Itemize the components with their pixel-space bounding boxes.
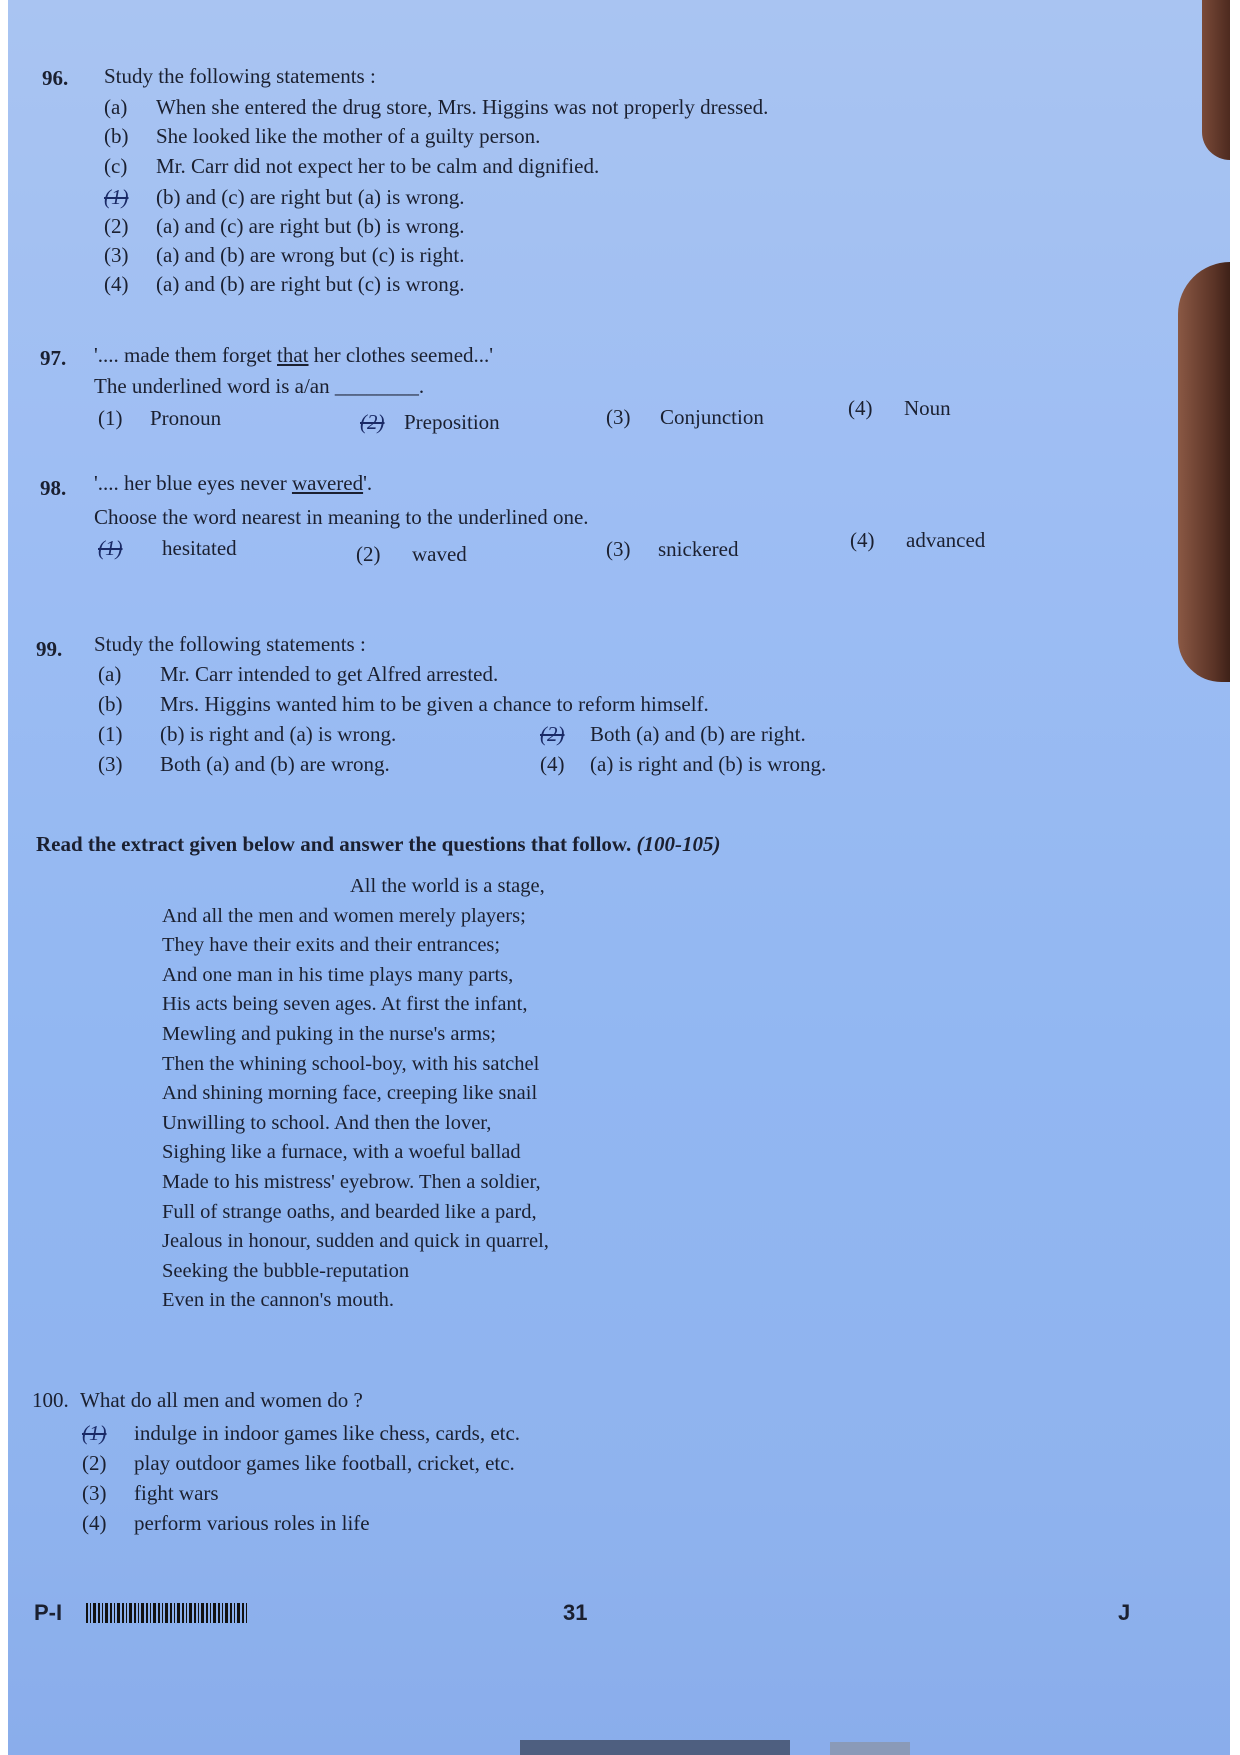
option-4[interactable]: (4) Noun [848,396,951,420]
poem-line: Even in the cannon's mouth. [162,1289,394,1312]
statement-c: (c) Mr. Carr did not expect her to be calm and dignified. [104,154,600,178]
poem-line: His acts being seven ages. At first the infant, [162,993,528,1016]
question-stem: Study the following statements : [94,632,366,656]
underlined-word: that [277,343,309,367]
finger-middle [1178,262,1230,682]
poem-line: Seeking the bubble-reputation [162,1259,410,1282]
page-edge-left [0,0,8,1755]
bottom-object-2 [830,1742,910,1755]
option-1[interactable]: (1) (b) and (c) are right but (a) is wrong. [104,185,465,209]
page-edge-right [1230,0,1240,1755]
poem-extract [162,872,549,1316]
poem-line: Made to his mistress' eyebrow. Then a soldier, [162,1170,541,1193]
option-3[interactable]: (3) Conjunction [606,405,764,429]
tick-mark-icon: (1) [104,185,129,209]
bottom-object [520,1740,790,1755]
statement-a: (a) Mr. Carr intended to get Alfred arrested. [98,662,499,686]
tick-mark-icon: (2) [360,410,385,434]
poem-line: They have their exits and their entrances; [162,934,501,957]
option-4[interactable]: (4) advanced [850,528,986,552]
option-4[interactable]: (4) perform various roles in life [82,1511,370,1535]
option-4[interactable]: (4) (a) is right and (b) is wrong. [540,752,827,776]
question-number: 96. [42,66,69,90]
statement-b: (b) Mrs. Higgins wanted him to be given a chance to reform himself. [98,692,709,716]
question-stem: The underlined word is a/an ________. [94,374,425,398]
tick-mark-icon: (1) [98,536,123,560]
question-number: 100. [32,1388,69,1412]
poem-line: Mewling and puking in the nurse's arms; [162,1022,496,1045]
question-stem: Study the following statements : [104,64,376,88]
option-1[interactable]: (1) indulge in indoor games like chess, cards, etc. [82,1421,521,1445]
question-quote: '.... made them forget that her clothes seemed...' [94,343,494,367]
barcode-icon [86,1603,249,1623]
statement-b: (b) She looked like the mother of a guilty person. [104,124,541,148]
poem-line: And shining morning face, creeping like snail [162,1082,538,1105]
option-2[interactable]: (2) Preposition [360,410,500,434]
option-3[interactable]: (3) (a) and (b) are wrong but (c) is right. [104,243,465,267]
question-stem: What do all men and women do ? [80,1388,363,1412]
option-1[interactable]: (1) (b) is right and (a) is wrong. [98,722,397,746]
question-number: 97. [40,346,67,370]
option-3[interactable]: (3) Both (a) and (b) are wrong. [98,752,390,776]
question-quote: '.... her blue eyes never wavered'. [94,471,373,495]
underlined-word: wavered [291,471,364,495]
poem-line: Then the whining school-boy, with his satchel [162,1052,540,1075]
poem-line: Jealous in honour, sudden and quick in quarrel, [162,1230,549,1253]
option-2[interactable]: (2) play outdoor games like football, cricket, etc. [82,1451,515,1475]
statement-a: (a) When she entered the drug store, Mrs. Higgins was not properly dressed. [104,95,769,119]
option-2[interactable]: (2) waved [356,542,467,566]
option-2[interactable]: (2) (a) and (c) are right but (b) is wrong. [104,214,465,238]
paper-code: P-I [34,1600,63,1625]
poem-line: Sighing like a furnace, with a woeful ballad [162,1141,521,1164]
poem-line: Unwilling to school. And then the lover, [162,1111,492,1134]
tick-mark-icon: (2) [540,722,565,746]
question-number: 99. [36,637,63,661]
option-2[interactable]: (2) Both (a) and (b) are right. [540,722,806,746]
poem-line: Full of strange oaths, and bearded like a pard, [162,1200,537,1223]
option-1[interactable]: (1) Pronoun [98,406,222,430]
option-3[interactable]: (3) snickered [606,537,739,561]
tick-mark-icon: (1) [82,1421,107,1445]
question-stem: Choose the word nearest in meaning to the underlined one. [94,505,589,529]
poem-line: And one man in his time plays many parts, [162,963,514,986]
series-code: J [1118,1600,1131,1625]
option-3[interactable]: (3) fight wars [82,1481,219,1505]
question-number: 98. [40,476,67,500]
page-number: 31 [563,1600,588,1625]
option-1[interactable]: (1) hesitated [98,536,237,560]
extract-instruction: Read the extract given below and answer the questions that follow. (100-105) [36,832,721,856]
poem-line: All the world is a stage, [350,875,545,897]
poem-line: And all the men and women merely players; [162,904,526,927]
option-4[interactable]: (4) (a) and (b) are right but (c) is wrong. [104,272,465,296]
finger-top [1202,0,1230,160]
